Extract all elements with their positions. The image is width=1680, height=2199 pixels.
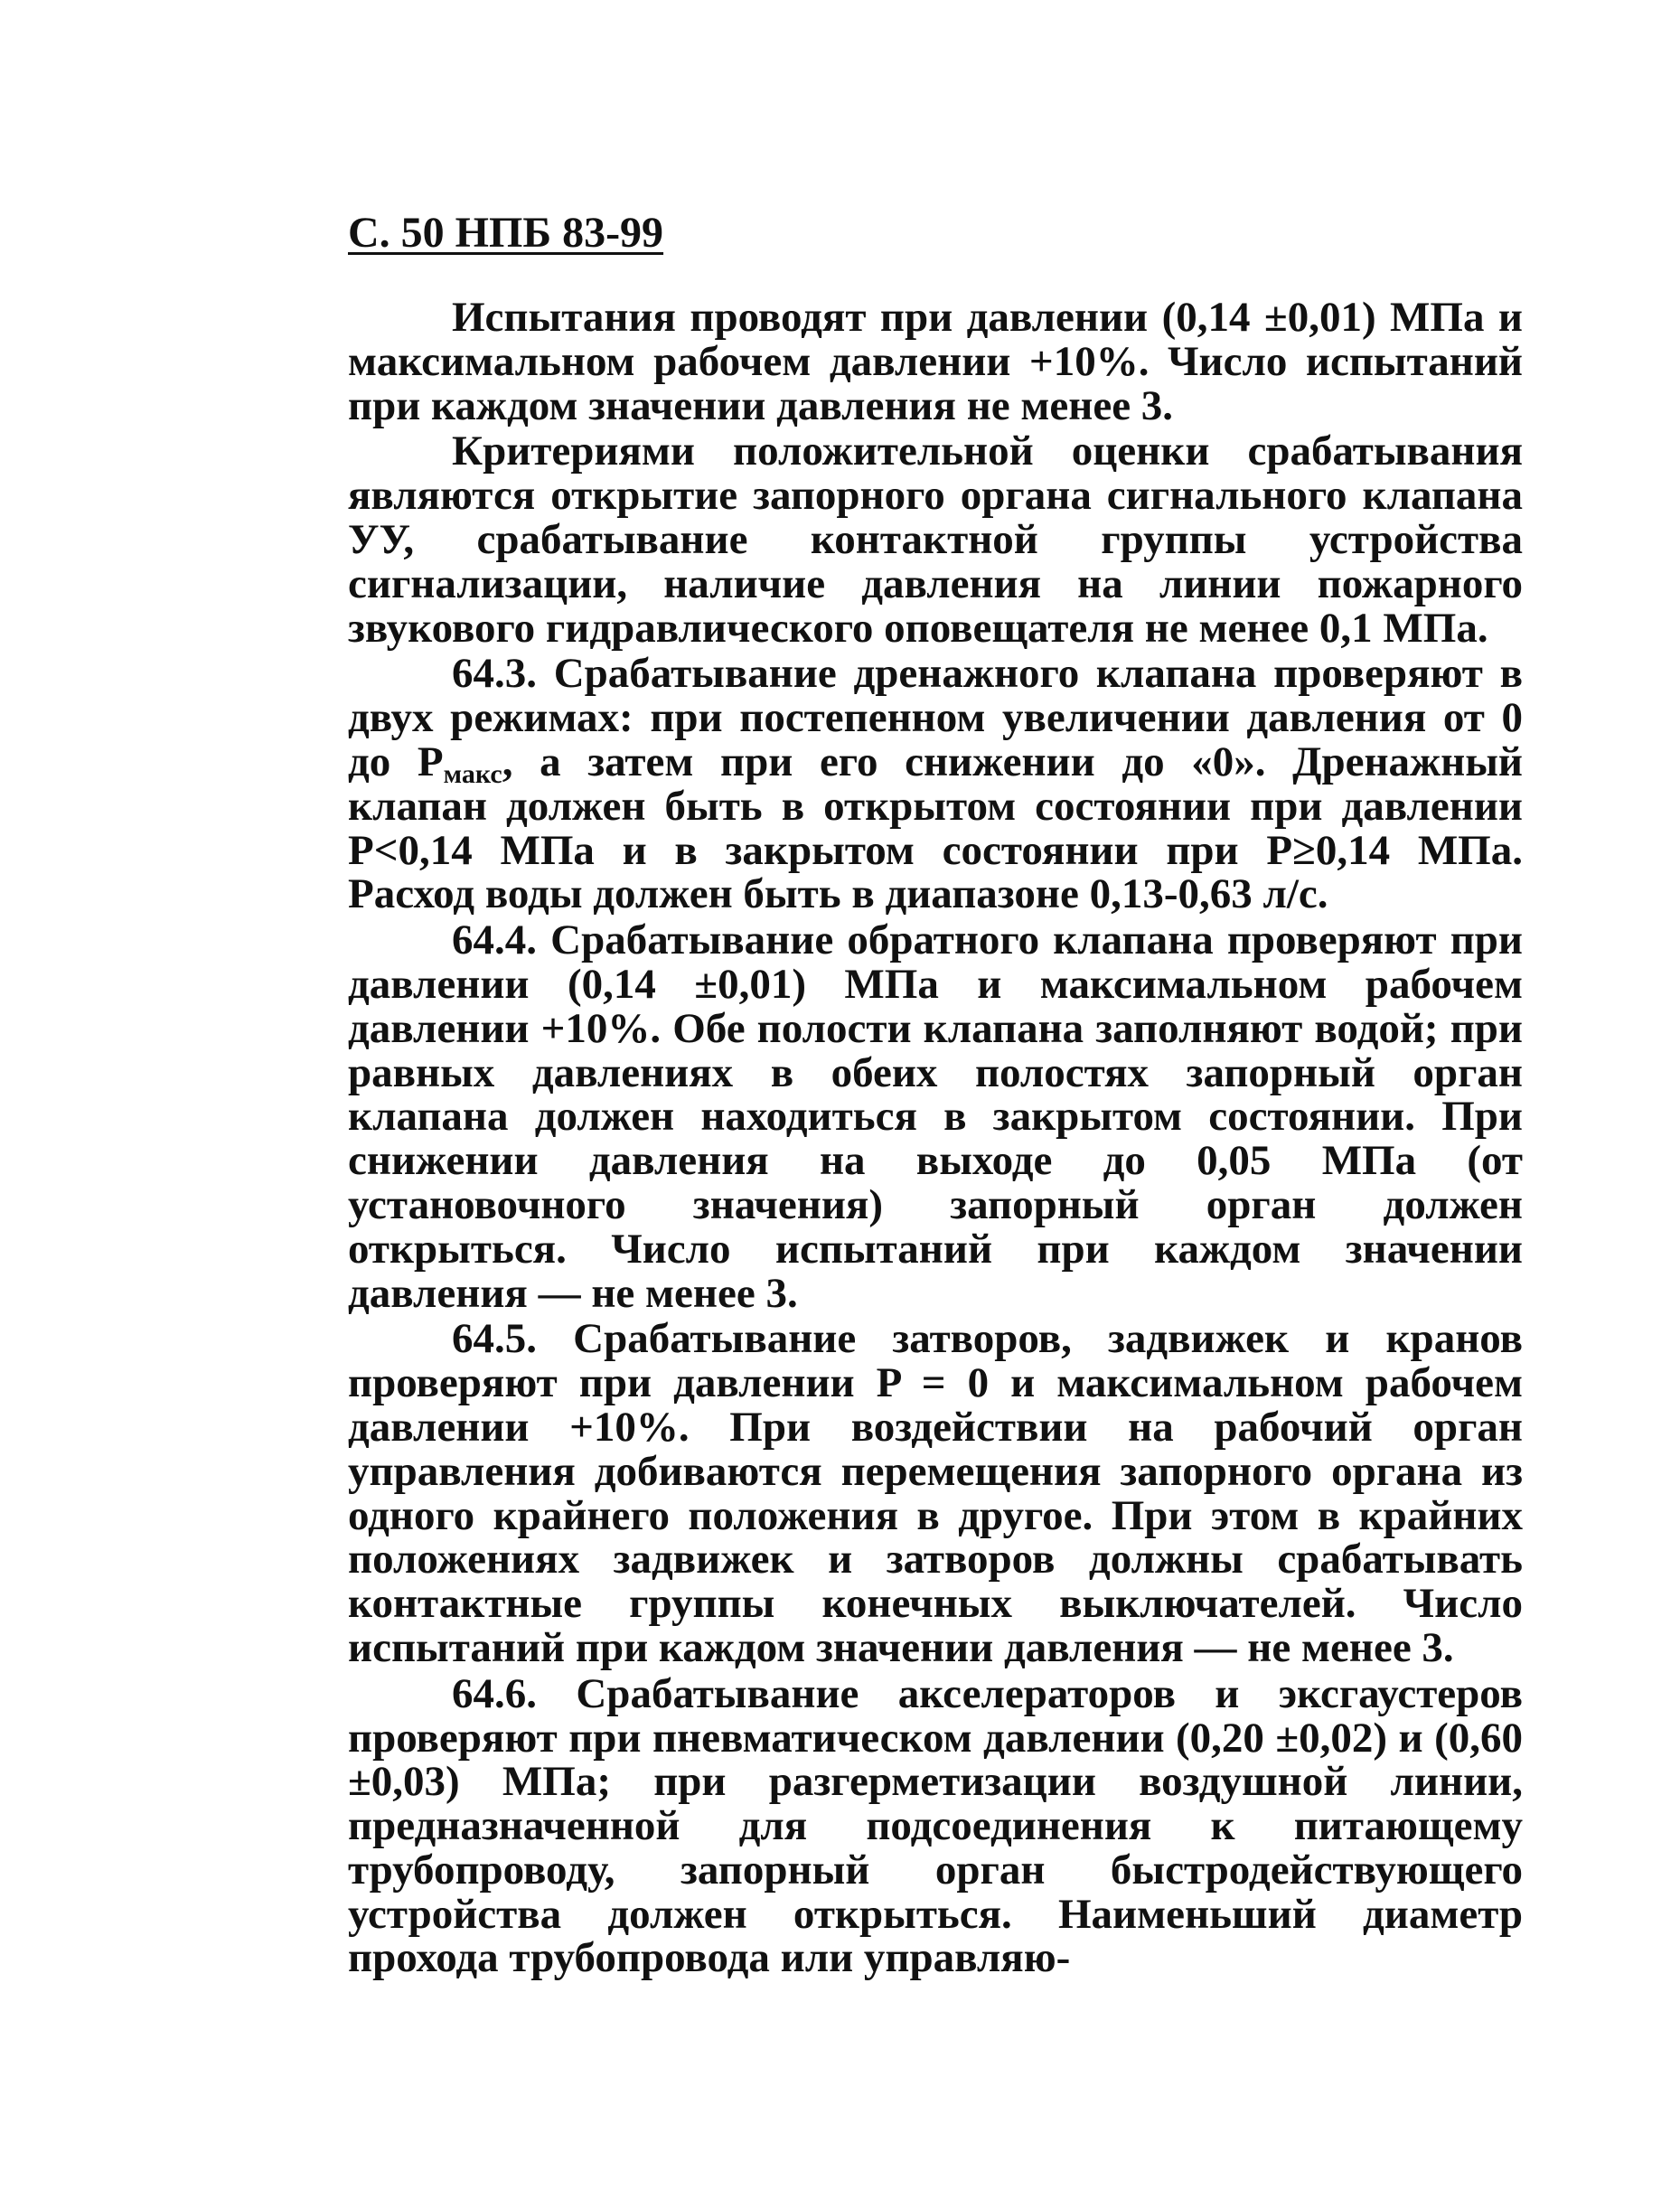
document-page bbox=[348, 208, 1523, 1980]
paragraph-64-5: 64.5. Срабатывание затворов, задвижек и кранов проверяют при давлении P = 0 и максимальном рабочем давлении +10%. При воздействии на рабочий орган управления добиваются перемещения запорного органа из одного крайнего положения в другое. При этом в крайних положениях задвижек и затворов должны срабатывать контактные группы конечных выключателей. Число испытаний при каждом значении давления — не менее 3. bbox=[348, 1315, 1523, 1671]
paragraph-64-3 bbox=[348, 652, 1523, 916]
paragraph-64-3-after: , а затем при его снижении до «0». Дренажный клапан должен быть в открытом состоянии при давлении P<0,14 МПа и в закрытом состоянии при P≥0,14 МПа. Расход воды должен быть в диапазоне 0,13-0,63 л/с. bbox=[348, 738, 1523, 918]
pmax-subscript: макс bbox=[443, 758, 502, 789]
paragraph-criteria: Критериями положительной оценки срабатывания являются открытие запорного органа сигнального клапана УУ, срабатывание контактной группы устройства сигнализации, наличие давления на линии пожарного звукового гидравлического оповещателя не менее 0,1 МПа. bbox=[348, 428, 1523, 652]
paragraph-test-pressure: Испытания проводят при давлении (0,14 ±0,01) МПа и максимальном рабочем давлении +10%. Число испытаний при каждом значении давления не менее 3. bbox=[348, 294, 1523, 429]
paragraph-64-6: 64.6. Срабатывание акселераторов и эксгаустеров проверяют при пневматическом давлении (0,20 ±0,02) и (0,60 ±0,03) МПа; при разгерметизации воздушной линии, предназначенной для подсоединения к питающему трубопроводу, запорный орган быстродействующего устройства должен открыться. Наименьший диаметр прохода трубопровода или управляю- bbox=[348, 1669, 1523, 1982]
paragraph-64-3-before: 64.3. Срабатывание дренажного клапана проверяют в двух режимах: при постепенном увеличении давления от 0 до P bbox=[348, 650, 1523, 785]
page-header: С. 50 НПБ 83-99 bbox=[348, 209, 664, 257]
paragraph-64-4: 64.4. Срабатывание обратного клапана проверяют при давлении (0,14 ±0,01) МПа и максимальном рабочем давлении +10%. Обе полости клапана заполняют водой; при равных давлениях в обеих полостях запорный орган клапана должен находиться в закрытом состоянии. При снижении давления на выходе до 0,05 МПа (от установочного значения) запорный орган должен открыться. Число испытаний при каждом значении давления — не менее 3. bbox=[348, 916, 1523, 1317]
